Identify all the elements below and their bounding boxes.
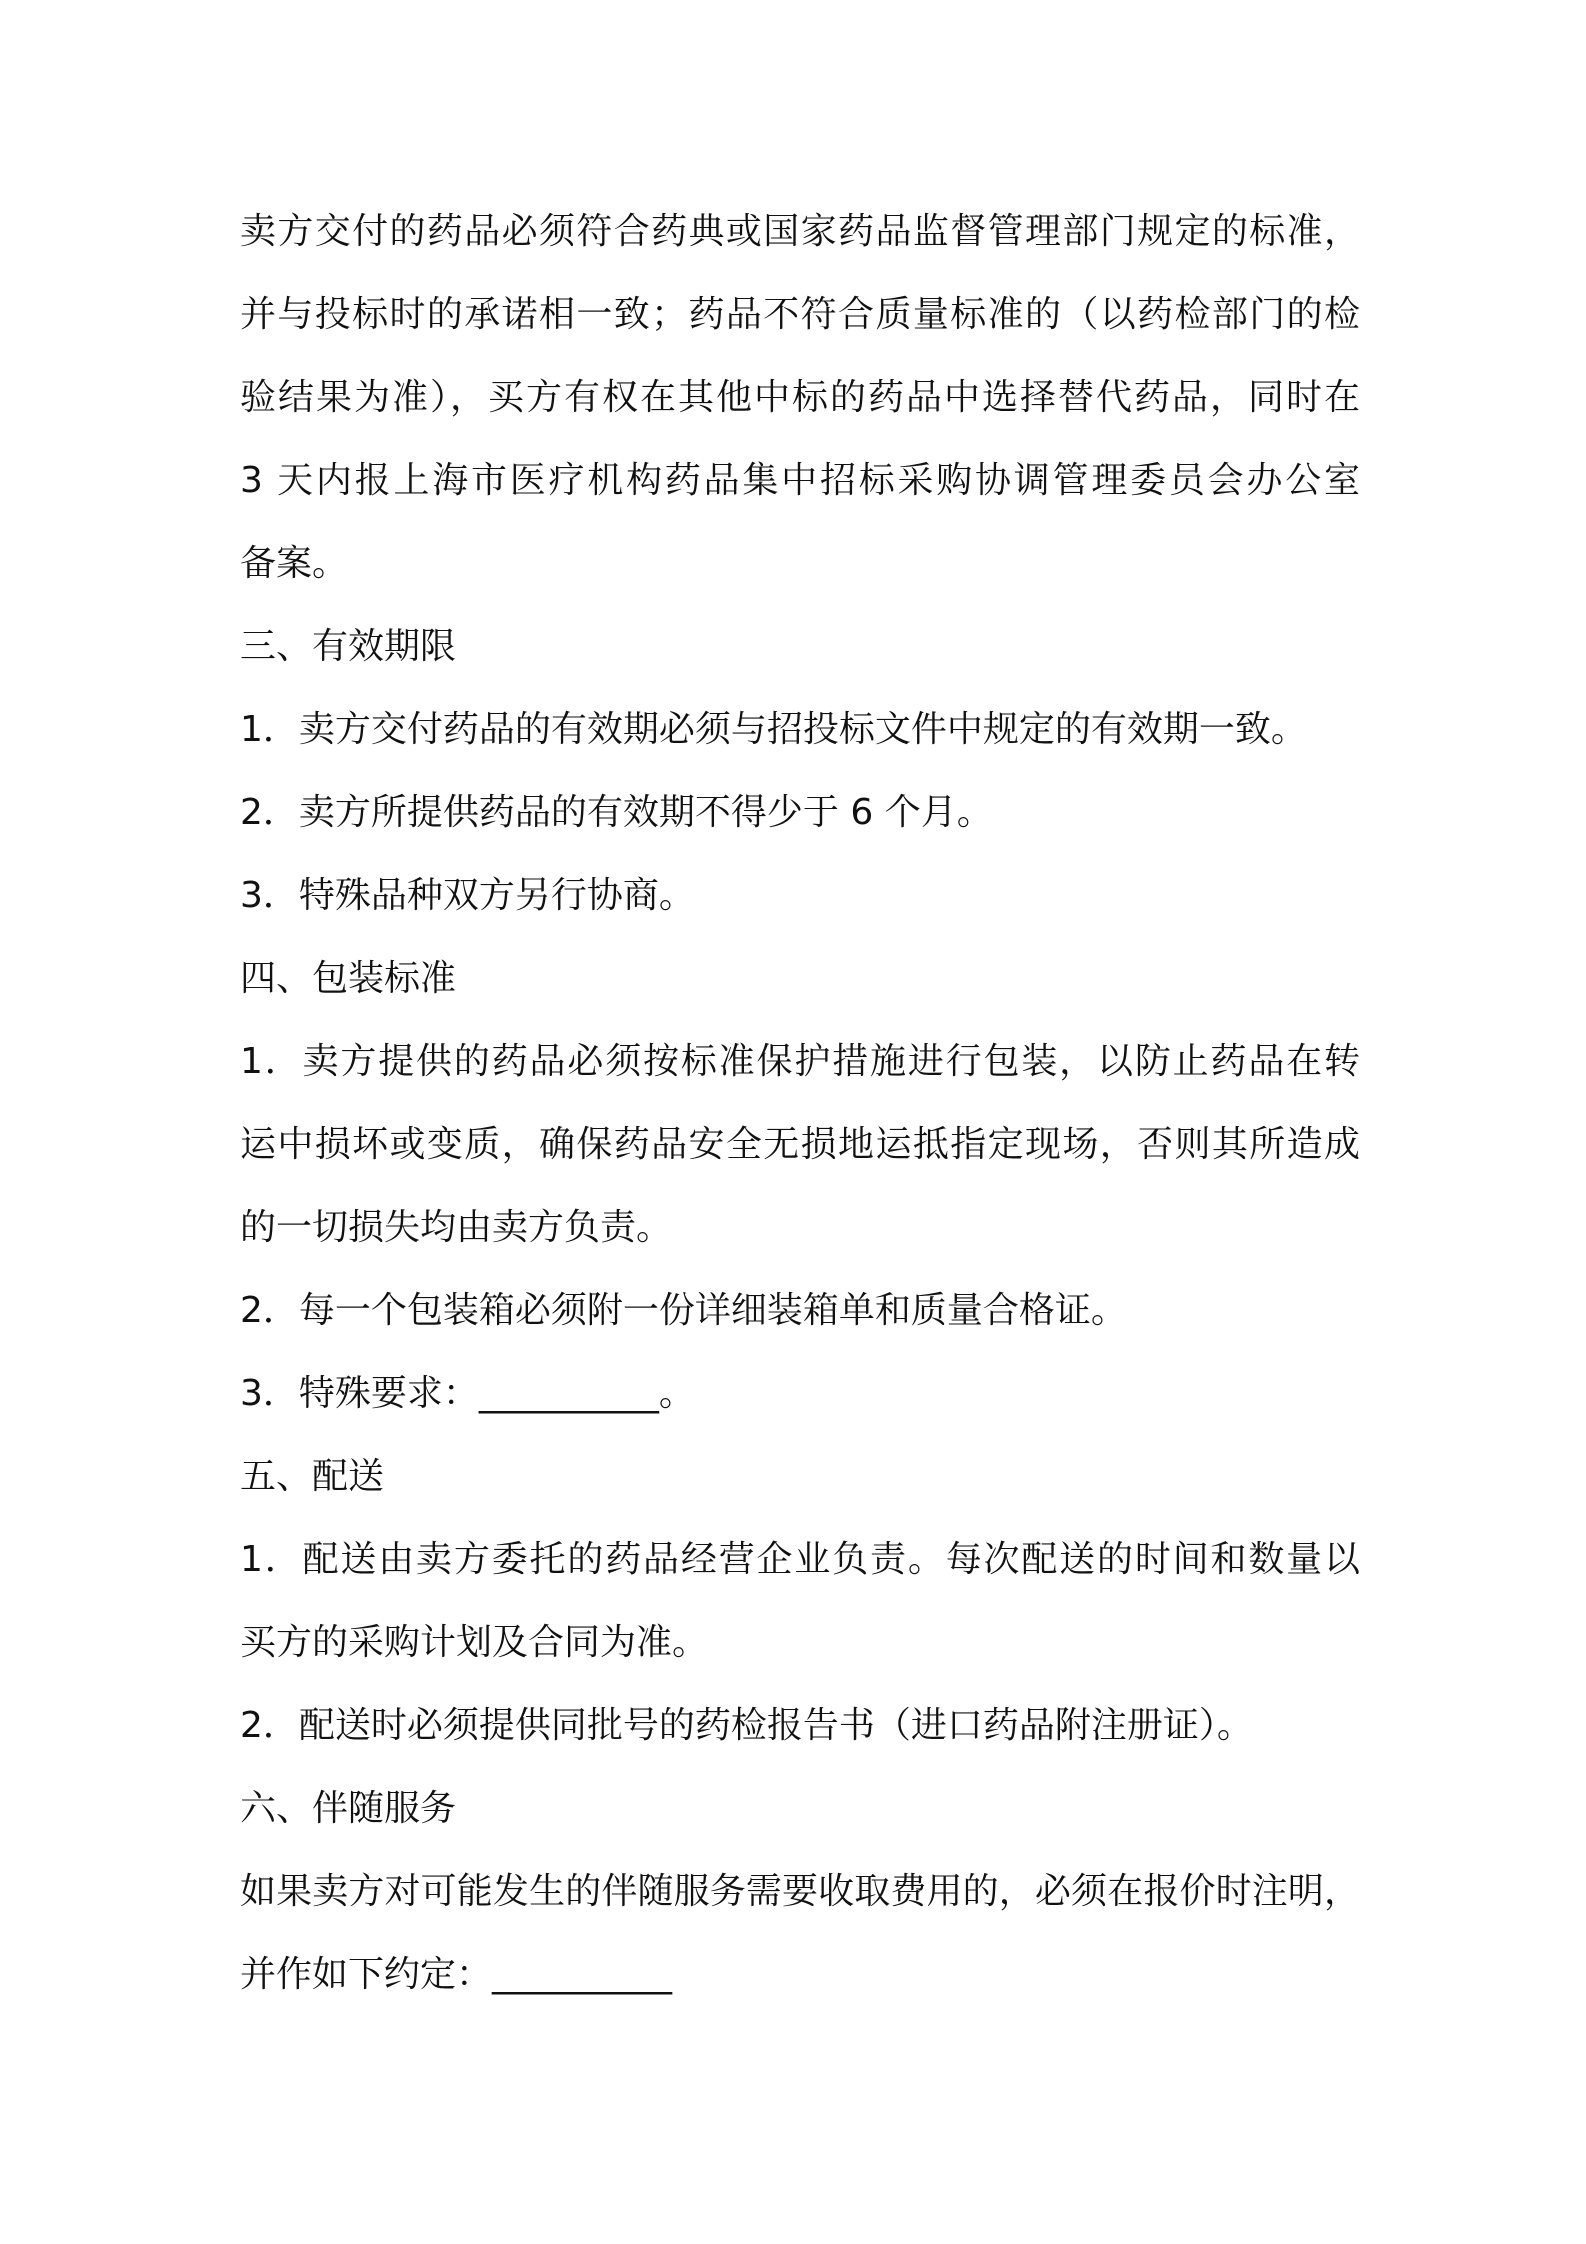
paragraph-line: 如果卖方对可能发生的伴随服务需要收取费用的，必须在报价时注明， (240, 1871, 1360, 1912)
list-item: 1．卖方交付药品的有效期必须与招投标文件中规定的有效期一致。 (240, 709, 1307, 750)
paragraph-line: 买方的采购计划及合同为准。 (240, 1622, 709, 1663)
list-item: 1．卖方提供的药品必须按标准保护措施进行包装，以防止药品在转 (240, 1041, 1360, 1082)
section-heading: 六、伴随服务 (240, 1788, 457, 1829)
list-item: 1．配送由卖方委托的药品经营企业负责。每次配送的时间和数量以 (240, 1539, 1360, 1580)
section-heading: 四、包装标准 (240, 958, 457, 999)
list-item: 2．配送时必须提供同批号的药检报告书（进口药品附注册证）。 (240, 1705, 1253, 1746)
paragraph-line: 3 天内报上海市医疗机构药品集中招标采购协调管理委员会办公室 (240, 460, 1360, 501)
paragraph-line: 卖方交付的药品必须符合药典或国家药品监督管理部门规定的标准， (240, 211, 1360, 252)
section-heading: 三、有效期限 (240, 626, 457, 667)
paragraph-line: 并作如下约定：__________ (240, 1954, 673, 1995)
document-body (240, 190, 1360, 2016)
paragraph-line: 备案。 (240, 543, 349, 584)
paragraph-line: 的一切损失均由卖方负责。 (240, 1207, 673, 1248)
paragraph-line: 验结果为准），买方有权在其他中标的药品中选择替代药品，同时在 (240, 377, 1360, 418)
section-heading: 五、配送 (240, 1456, 385, 1497)
list-item: 2．每一个包装箱必须附一份详细装箱单和质量合格证。 (240, 1290, 1127, 1331)
list-item: 3．特殊要求：__________。 (240, 1373, 695, 1414)
paragraph-line: 并与投标时的承诺相一致；药品不符合质量标准的（以药检部门的检 (240, 294, 1360, 335)
list-item: 2．卖方所提供药品的有效期不得少于 6 个月。 (240, 792, 993, 833)
paragraph-line: 运中损坏或变质，确保药品安全无损地运抵指定现场，否则其所造成 (240, 1124, 1360, 1165)
list-item: 3．特殊品种双方另行协商。 (240, 875, 695, 916)
